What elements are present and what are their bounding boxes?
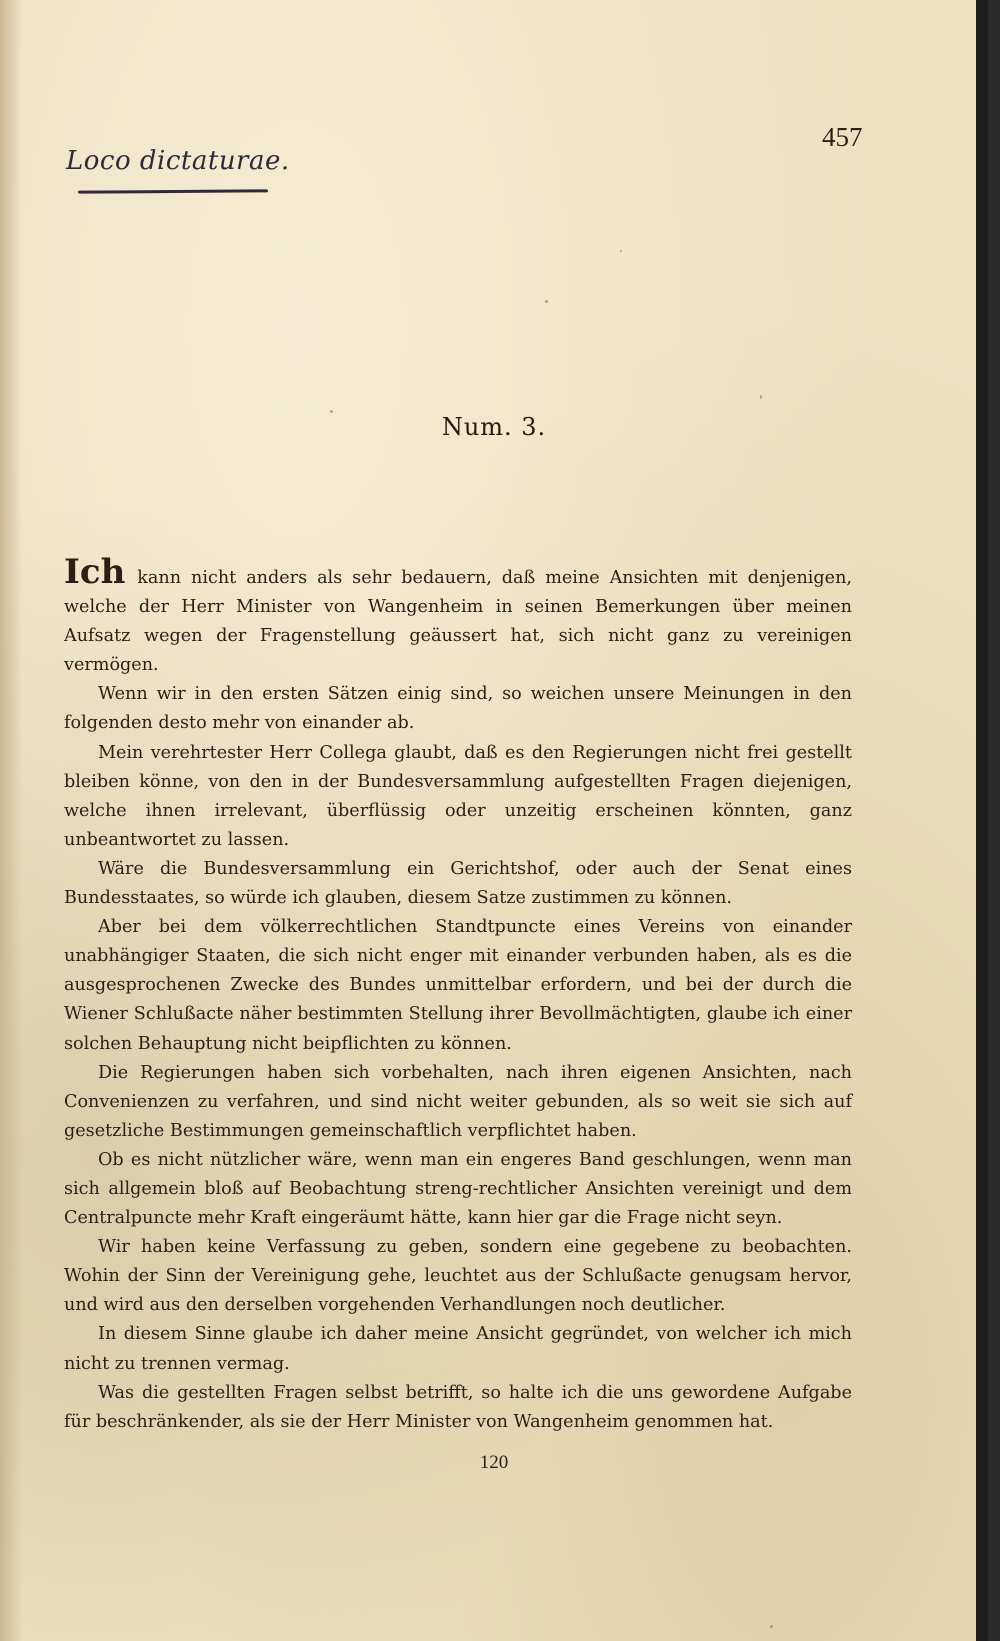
paragraph-9: In diesem Sinne glaube ich daher meine Ansicht gegründet, von welcher ich mich nicht zu trennen vermag. — [64, 1324, 852, 1374]
paragraph-7: Ob es nicht nützlicher wäre, wenn man ein engeres Band geschlungen, wenn man sich allgemein bloß auf Beobachtung streng-rechtlicher Ansichten vereinigt und dem Centralpuncte mehr Kraft eingeräumt hätte, kann hier gar die Frage nicht seyn. — [64, 1149, 852, 1229]
paper-speck — [330, 410, 333, 413]
page-number: 457 — [822, 122, 863, 152]
paragraph-3: Mein verehrtester Herr Collega glaubt, daß es den Regierungen nicht frei gestellt bleiben könne, von den in der Bundesversammlung aufgestellten Fragen diejenigen, welche ihnen irrelevant, überflüssig oder unzeitig erscheinen könnten, ganz unbeantwortet zu lassen. — [64, 742, 852, 850]
paragraph-4: Wäre die Bundesversammlung ein Gerichtshof, oder auch der Senat eines Bundesstaates, so würde ich glauben, diesem Satze zustimmen zu können. — [64, 858, 852, 909]
paragraph-10: Was die gestellten Fragen selbst betrifft, so halte ich die uns gewordene Aufgabe für beschränkender, als sie der Herr Minister von Wangenheim genommen hat. — [64, 1382, 852, 1432]
paragraph-6: Die Regierungen haben sich vorbehalten, nach ihren eigenen Ansichten, nach Convenienzen zu verfahren, und sind nicht weiter gebunden, als so weit sie sich auf gesetzliche Bestimmungen gemeinschaftlich verpflichtet haben. — [64, 1062, 852, 1141]
header-underline — [78, 189, 268, 193]
handwritten-header-note: Loco dictaturae. — [66, 146, 290, 176]
drop-cap: Ich — [64, 552, 126, 592]
paragraph-text: kann nicht anders als sehr bedauern, daß meine Ansichten mit denjenigen, welche der Herr Minister von Wangenheim in seinen Bemerkungen über meinen Aufsatz wegen der Fragenstellung geäussert hat, sich nicht ganz zu vereinigen vermögen. — [64, 568, 852, 676]
paper-speck — [770, 1625, 773, 1628]
body-text — [64, 552, 852, 1437]
paper-speck — [620, 250, 622, 252]
section-title: Num. 3. — [441, 413, 547, 441]
paragraph-8: Wir haben keine Verfassung zu geben, sondern eine gegebene zu beobachten. Wohin der Sinn der Vereinigung gehe, leuchtet aus der Schlußacte genugsam hervor, und wird aus den derselben vorgehenden Verhandlungen noch deutlicher. — [64, 1237, 852, 1316]
paragraph-2: Wenn wir in den ersten Sätzen einig sind, so weichen unsere Meinungen in den folgenden desto mehr von einander ab. — [64, 684, 852, 734]
paragraph-1 — [64, 552, 852, 680]
signature-mark: 120 — [479, 1452, 509, 1473]
binding-gutter — [0, 0, 22, 1641]
paragraph-5: Aber bei dem völkerrechtlichen Standtpuncte eines Vereins von einander unabhängiger Staaten, die sich nicht enger mit einander verbunden haben, als es die ausgesprochenen Zwecke des Bundes unmittelbar erfordern, und bei der durch die Wiener Schlußacte näher bestimmten Stellung ihrer Bevollmächtigten, glaube ich einer solchen Behauptung nicht beipflichten zu können. — [64, 917, 852, 1054]
paper-speck — [760, 395, 762, 399]
scan-edge — [976, 0, 988, 1641]
paper-speck — [545, 300, 548, 303]
